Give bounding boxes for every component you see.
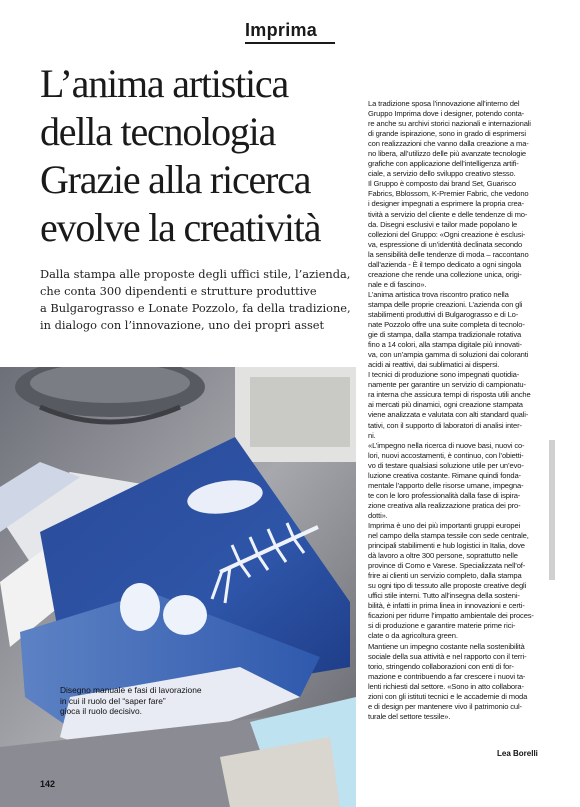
headline-line: L’anima artistica bbox=[40, 61, 289, 106]
body-line: sociale della sua attività e nel rapporto con il terri- bbox=[368, 651, 527, 661]
caption-line: in cui il ruolo del “saper fare” bbox=[60, 695, 166, 706]
body-line: mazione e contribuendo a far crescere i nuovi ta- bbox=[368, 671, 526, 681]
body-line: viene analizzata e valutata con alti standard quali- bbox=[368, 410, 529, 420]
body-line: re anche su archivi storici nazionali e internazionali bbox=[368, 119, 531, 129]
body-line: mentale l’apporto delle risorse umane, impegna- bbox=[368, 480, 524, 490]
body-line: con realizzazioni che vanno dalla creazione a ma- bbox=[368, 139, 529, 149]
caption-line: gioca il ruolo decisivo. bbox=[60, 706, 142, 716]
lede-line: Dalla stampa alle proposte degli uffici stile, l’azienda, bbox=[40, 267, 351, 281]
body-line: i designer impegnati a esprimere la propria crea- bbox=[368, 199, 524, 209]
body-line: principali stabilimenti e hub logistici in Italia, dove bbox=[368, 541, 525, 551]
body-line: vo di testare qualsiasi soluzione utile per un’evo- bbox=[368, 460, 524, 470]
body-line: Il Gruppo è composto dai brand Set, Guarisco bbox=[368, 179, 516, 189]
body-line: va, con un’ampia gamma di soluzioni dai coloranti bbox=[368, 350, 529, 360]
body-line: namente per garantire un servizio di campionatu- bbox=[368, 380, 526, 390]
body-line: si di produzione e garantire materie prime rici- bbox=[368, 621, 516, 631]
headline-line: Grazie alla ricerca bbox=[40, 157, 311, 202]
body-line: bilità, è infatti in prima linea in innovazioni e certi- bbox=[368, 601, 525, 611]
body-line: nel campo della stampa tessile con sede centrale, bbox=[368, 531, 529, 541]
body-line: I tecnici di produzione sono impegnati quotidia- bbox=[368, 370, 520, 380]
body-line: torio, stringendo collaborazioni con enti di for- bbox=[368, 661, 514, 671]
body-line: nale e di fascino». bbox=[368, 279, 427, 289]
body-line: creazione che rende una collezione unica, origi- bbox=[368, 269, 522, 279]
byline: Lea Borelli bbox=[497, 749, 538, 758]
body-text-column bbox=[368, 99, 540, 722]
headline bbox=[40, 60, 360, 252]
body-line: nate Pozzolo offre una suite completa di tecnolo- bbox=[368, 320, 525, 330]
body-line: stabilimenti produttivi di Bulgarograsso e di Lo- bbox=[368, 309, 519, 319]
body-line: Imprima è uno dei più importanti gruppi europei bbox=[368, 520, 521, 530]
body-line: ficazioni per ridurre l’impatto ambientale dei proces- bbox=[368, 611, 534, 621]
body-line: di grande ispirazione, sono in grado di esprimersi bbox=[368, 129, 526, 139]
body-line: luzione creativa costante. Rimane quindi fonda- bbox=[368, 470, 521, 480]
body-line: collezioni del Gruppo: «Ogni creazione è esclusi- bbox=[368, 229, 526, 239]
caption-line: Disegno manuale e fasi di lavorazione bbox=[60, 685, 202, 695]
body-line: dà lavoro a oltre 300 persone, soprattutto nelle bbox=[368, 551, 518, 561]
photo-caption bbox=[60, 685, 240, 717]
section-underline bbox=[245, 42, 335, 44]
lede bbox=[40, 266, 350, 334]
page-edge-marker bbox=[549, 440, 555, 580]
body-line: tività a servizio del cliente e delle tendenze di mo- bbox=[368, 209, 528, 219]
lede-line: a Bulgarograsso e Lonate Pozzolo, fa della tradizione, bbox=[40, 301, 351, 315]
body-line: zioni con gli istituti tecnici e le accademie di moda bbox=[368, 691, 528, 701]
body-line: la sensibilità delle tendenze di moda – raccontano bbox=[368, 249, 529, 259]
body-line: dotti». bbox=[368, 510, 388, 520]
body-line: tativi, con il supporto di laboratori di analisi inter- bbox=[368, 420, 522, 430]
lede-line: che conta 300 dipendenti e strutture produttive bbox=[40, 284, 317, 298]
body-line: frire ai clienti un servizio completo, dalla stampa bbox=[368, 571, 522, 581]
body-line: ai mercati più dinamici, ogni creazione stampata bbox=[368, 400, 523, 410]
lede-line: in dialogo con l’innovazione, uno dei propri asset bbox=[40, 318, 325, 332]
headline-line: evolve la creatività bbox=[40, 205, 321, 250]
body-line: Gruppo Imprima dove i designer, potendo conta- bbox=[368, 109, 525, 119]
body-line: fino a 14 colori, alla stampa digitale più innovati- bbox=[368, 340, 522, 350]
body-line: uffici stile interni. Tutto all’insegna della sosteni- bbox=[368, 591, 520, 601]
body-line: gie di stampa, dalla stampa tradizionale rotativa bbox=[368, 330, 522, 340]
cyanotype-photo bbox=[0, 367, 356, 807]
body-line: e di design per mantenere vivo il patrimonio cul- bbox=[368, 701, 522, 711]
body-line: «L’impegno nella ricerca di nuove basi, nuovi co- bbox=[368, 440, 525, 450]
body-line: dall’azienda - È il tempo dedicato a ogni singola bbox=[368, 259, 522, 269]
page-number: 142 bbox=[40, 779, 56, 789]
body-line: no libera, all’utilizzo delle più avanzate tecnologie bbox=[368, 149, 526, 159]
body-line: clate o da agricoltura green. bbox=[368, 631, 458, 641]
body-line: va, espressione di un’identità declinata secondo bbox=[368, 239, 523, 249]
body-line: zione creativa alla realizzazione pratica dei pro- bbox=[368, 500, 521, 510]
body-line: Fabrics, Bblossom, K-Premier Fabric, che vedono bbox=[368, 189, 529, 199]
headline-line: della tecnologia bbox=[40, 109, 276, 154]
body-line: te con le loro professionalità dalla fase di ispira- bbox=[368, 490, 521, 500]
body-line: stampa delle proprie creazioni. L’azienda con gli bbox=[368, 299, 523, 309]
body-line: grafiche con applicazione dell’intelligenza artifi- bbox=[368, 159, 519, 169]
body-line: province di Como e Varese. Specializzata nell’of- bbox=[368, 561, 526, 571]
body-line: su ogni tipo di tessuto alle proposte creative degli bbox=[368, 581, 527, 591]
body-line: Mantiene un impegno costante nella sostenibilità bbox=[368, 641, 525, 651]
body-line: turale del settore tessile». bbox=[368, 711, 451, 721]
section-label: Imprima bbox=[245, 20, 318, 40]
body-line: da. Disegni esclusivi e tailor made popolano le bbox=[368, 219, 518, 229]
body-line: lenti richiesti dal settore. «Sono in atto collabora- bbox=[368, 681, 524, 691]
body-line: ra interna che assicura tempi di risposta utili anche bbox=[368, 390, 531, 400]
body-line: acidi ai reattivi, dai sublimatici ai dispersi. bbox=[368, 360, 500, 370]
body-line: ni. bbox=[368, 430, 376, 440]
body-line: L’anima artistica trova riscontro pratico nella bbox=[368, 289, 509, 299]
body-line: lori, nuovi accostamenti, è continuo, con l’obietti- bbox=[368, 450, 524, 460]
body-line: La tradizione sposa l’innovazione all’interno del bbox=[368, 99, 520, 108]
body-line: ciale, a servizio dello sviluppo creativo stesso. bbox=[368, 169, 516, 179]
